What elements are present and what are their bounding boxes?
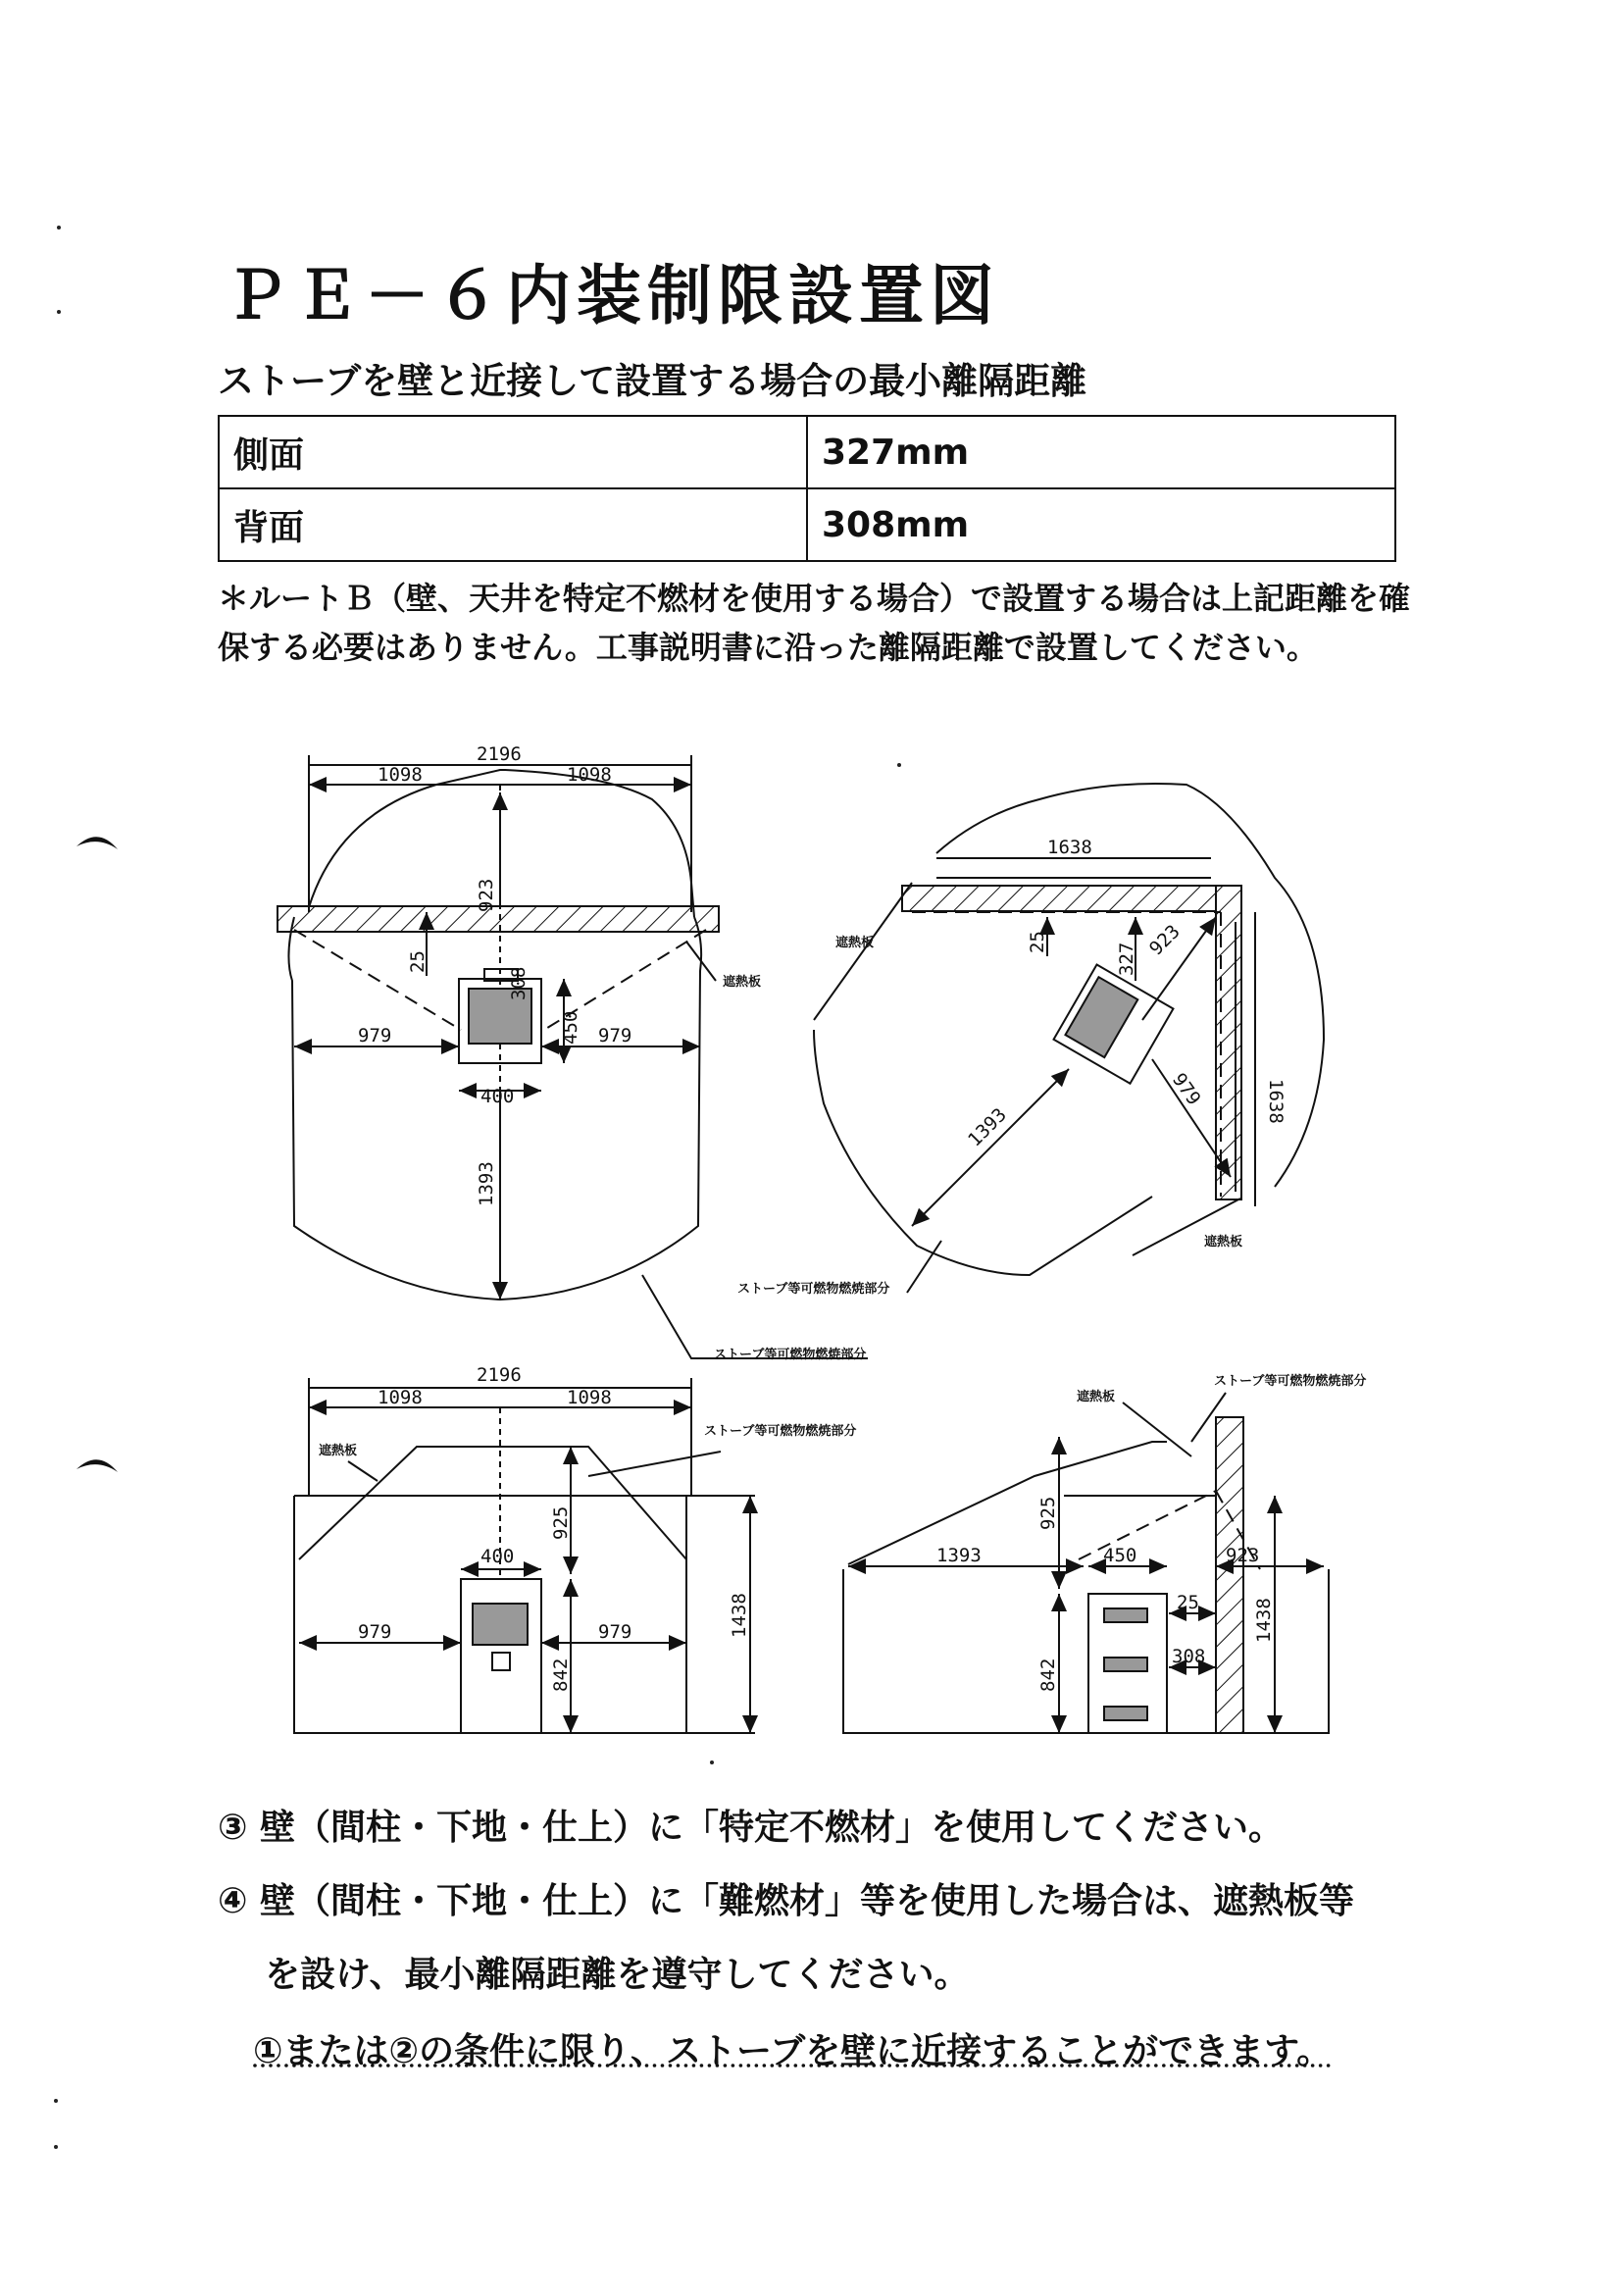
dim-side-rear: 923 <box>1226 1545 1260 1566</box>
dim-stove-width: 400 <box>480 1086 515 1107</box>
condition-item-4: ④ 壁（間柱・下地・仕上）に「難燃材」等を使用した場合は、遮熱板等 <box>218 1881 1355 1921</box>
route-b-note: ＊ルートＢ（壁、天井を特定不燃材を使用する場合）で設置する場合は上記距離を確保する必要はありません。工事説明書に沿った離隔距離で設置してください。 <box>218 580 1411 666</box>
label-combustible-plan: ストーブ等可燃物燃焼部分 <box>714 1348 867 1362</box>
clearance-label-back: 背面 <box>219 488 807 561</box>
label-combustible-front: ストーブ等可燃物燃焼部分 <box>704 1424 857 1439</box>
dim-side-shield-gap: 25 <box>1177 1592 1199 1613</box>
dim-side-stove-height: 842 <box>1037 1658 1059 1692</box>
clearance-value-back: 308mm <box>807 488 1395 561</box>
dim-corner-side-distance: 327 <box>1116 942 1137 976</box>
dim-side-right: 979 <box>598 1025 632 1046</box>
dim-front-stove-width: 400 <box>480 1546 515 1567</box>
dim-front-total-height: 1438 <box>729 1593 750 1638</box>
dim-side-stove-depth: 450 <box>1103 1545 1137 1566</box>
dim-side-upper-height: 925 <box>1037 1496 1059 1530</box>
dim-corner-shield-gap: 25 <box>1027 931 1048 953</box>
dim-front-side-right: 979 <box>598 1621 632 1643</box>
dim-total-width: 2196 <box>477 743 522 765</box>
dim-front-half-right: 1098 <box>567 1387 612 1408</box>
dim-stove-depth: 450 <box>560 1010 581 1045</box>
dim-corner-front: 1393 <box>963 1103 1011 1151</box>
label-combustible-side: ストーブ等可燃物燃焼部分 <box>1214 1374 1367 1389</box>
clearance-value-side: 327mm <box>807 416 1395 488</box>
front-elevation <box>294 1378 755 1733</box>
clearance-label-side: 側面 <box>219 416 807 488</box>
dim-front-half-left: 1098 <box>378 1387 423 1408</box>
dim-corner-rear: 923 <box>1144 920 1185 960</box>
margin-mark <box>76 837 118 849</box>
dim-front-total-width: 2196 <box>477 1364 522 1386</box>
label-shield-side: 遮熱板 <box>1077 1390 1116 1404</box>
label-combustible-corner: ストーブ等可燃物燃焼部分 <box>737 1282 890 1297</box>
dim-back-distance: 308 <box>508 966 530 1000</box>
label-shield-corner-top: 遮熱板 <box>835 936 875 950</box>
dim-shield-gap: 25 <box>407 950 429 973</box>
condition-item-4-cont: を設け、最小離隔距離を遵守してください。 <box>265 1955 970 1995</box>
dim-half-width-right: 1098 <box>567 764 612 786</box>
margin-mark <box>76 1459 118 1472</box>
dim-rear-clearance: 923 <box>476 878 497 912</box>
dim-side-total-height: 1438 <box>1253 1598 1275 1643</box>
dim-corner-side: 979 <box>1167 1069 1205 1109</box>
dim-front-depth: 1393 <box>476 1161 497 1206</box>
dim-front-side-left: 979 <box>358 1621 392 1643</box>
label-shield-corner-bottom: 遮熱板 <box>1204 1235 1243 1250</box>
dim-corner-length-side: 1638 <box>1265 1079 1287 1124</box>
dim-side-back-distance: 308 <box>1172 1646 1206 1667</box>
label-shield-front: 遮熱板 <box>319 1444 358 1458</box>
condition-footnote: ①または②の条件に限り、ストーブを壁に近接することができます。 <box>253 2031 1333 2071</box>
page-subtitle: ストーブを壁と近接して設置する場合の最小離隔距離 <box>218 360 1087 402</box>
condition-item-3: ③ 壁（間柱・下地・仕上）に「特定不燃材」を使用してください。 <box>218 1808 1285 1848</box>
dim-front-stove-height: 842 <box>550 1658 572 1692</box>
dim-side-left: 979 <box>358 1025 392 1046</box>
page-title: ＰＥ－６内装制限設置図 <box>224 258 1000 333</box>
plan-view-wall <box>278 755 719 1300</box>
dim-side-front-depth: 1393 <box>936 1545 982 1566</box>
dim-corner-length-top: 1638 <box>1047 837 1092 858</box>
dim-half-width-left: 1098 <box>378 764 423 786</box>
label-shield-plan: 遮熱板 <box>723 975 762 990</box>
dim-front-upper-height: 925 <box>550 1505 572 1540</box>
